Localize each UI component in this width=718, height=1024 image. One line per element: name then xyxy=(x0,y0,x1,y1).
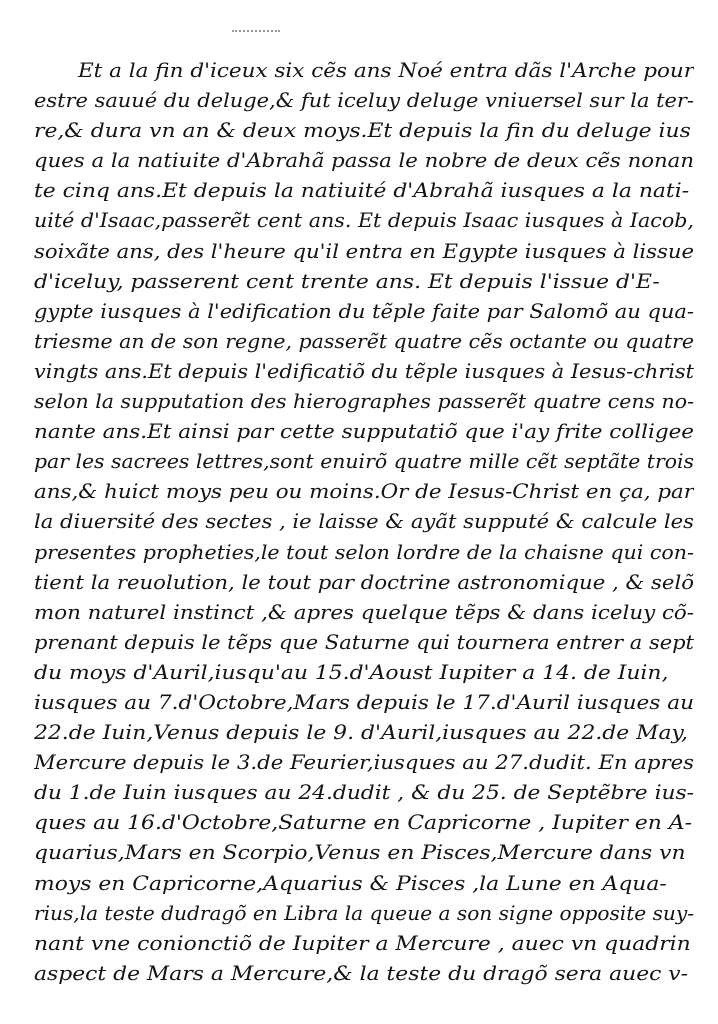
text-line: du 1.de Iuin iusques au 24.dudit , & du 25. de Septẽbre ius- xyxy=(34,781,694,805)
text-line: ques a la natiuite d'Abrahã passa le nobre de deux cẽs nonan xyxy=(34,149,694,173)
text-line: iusques au 7.d'Octobre,Mars depuis le 17.d'Auril iusques au xyxy=(34,690,694,714)
text-line: triesme an de son regne, passerẽt quatre cẽs octante ou quatre xyxy=(34,329,694,353)
text-line: selon la supputation des hierographes passerẽt quatre cens no- xyxy=(34,390,694,414)
text-line: par les sacrees lettres,sont enuirõ quatre mille cẽt septãte trois xyxy=(34,450,694,474)
text-line: nant vne conionctiõ de Iupiter a Mercure , auec vn quadrin xyxy=(34,931,691,955)
page-body-text xyxy=(34,56,694,989)
text-line: tient la reuolution, le tout par doctrine astronomique , & selõ xyxy=(34,570,694,594)
text-line: re,& dura vn an & deux moys.Et depuis la fin du deluge ius xyxy=(34,119,691,143)
text-line: quarius,Mars en Scorpio,Venus en Pisces,Mercure dans vn xyxy=(34,841,686,865)
text-line: rius,la teste dudragõ en Libra la queue a son signe opposite suy- xyxy=(34,901,694,925)
text-line: prenant depuis le tẽps que Saturne qui tournera entrer a sept xyxy=(34,630,694,654)
text-line: mon naturel instinct ,& apres quelque tẽps & dans iceluy cõ- xyxy=(34,600,694,624)
text-line: gypte iusques à l'edification du tẽple faite par Salomõ au qua- xyxy=(34,299,694,323)
text-line: Mercure depuis le 3.de Feurier,iusques au 27.dudit. En apres xyxy=(34,751,694,775)
text-line: soixãte ans, des l'heure qu'il entra en Egypte iusques à lissue xyxy=(34,239,694,263)
text-line: vingts ans.Et depuis l'edificatiõ du tẽple iusques à Iesus-christ xyxy=(34,359,694,383)
page-header-rule xyxy=(232,30,280,32)
text-line: d'iceluy, passerent cent trente ans. Et depuis l'issue d'E- xyxy=(34,269,660,293)
text-line: te cinq ans.Et depuis la natiuité d'Abrahã iusques a la nati- xyxy=(34,179,690,203)
text-line: moys en Capricorne,Aquarius & Pisces ,la Lune en Aqua- xyxy=(34,871,667,895)
text-line: presentes propheties,le tout selon lordre de la chaisne qui con- xyxy=(34,540,694,564)
text-line: ques au 16.d'Octobre,Saturne en Capricorne , Iupiter en A- xyxy=(34,811,692,835)
text-line: ans,& huict moys peu ou moins.Or de Iesus-Christ en ça, par xyxy=(34,480,694,504)
text-line: aspect de Mars a Mercure,& la teste du dragõ sera auec v- xyxy=(34,961,689,985)
text-line: 22.de Iuin,Venus depuis le 9. d'Auril,iusques au 22.de May, xyxy=(34,721,688,745)
text-line: la diuersité des sectes , ie laisse & ayãt supputé & calcule les xyxy=(34,510,694,534)
text-line: uité d'Isaac,passerẽt cent ans. Et depuis Isaac iusques à Iacob, xyxy=(34,209,694,233)
text-line: du moys d'Auril,iusqu'au 15.d'Aoust Iupiter a 14. de Iuin, xyxy=(34,660,669,684)
text-line: nante ans.Et ainsi par cette supputatiõ que i'ay frite colligee xyxy=(34,420,694,444)
text-line: estre sauué du deluge,& fut iceluy deluge vniuersel sur la ter- xyxy=(34,89,694,113)
text-line: Et a la fin d'iceux six cẽs ans Noé entra dãs l'Arche pour xyxy=(78,59,694,82)
